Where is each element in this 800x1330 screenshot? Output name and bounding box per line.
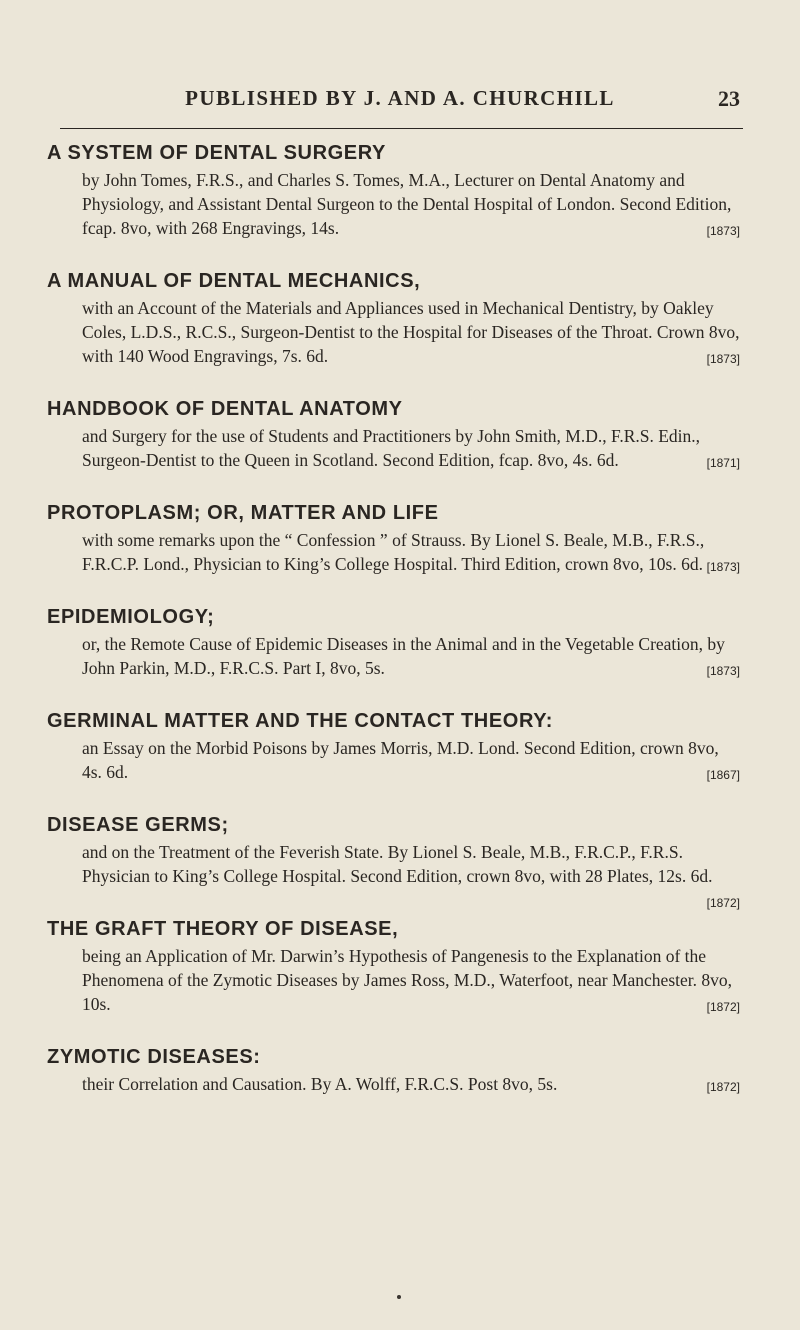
header-rule <box>60 128 743 129</box>
running-title: PUBLISHED BY J. AND A. CHURCHILL <box>185 86 615 110</box>
entry-date: [1867] <box>706 768 740 782</box>
entry-description <box>82 424 740 472</box>
entry-description <box>82 944 740 1016</box>
entry-text: their Correlation and Causation. By A. Wolff, F.R.C.S. Post 8vo, 5s. <box>82 1074 558 1094</box>
entry-date: [1872] <box>706 1080 740 1094</box>
entry-title: DISEASE GERMS; <box>47 814 229 836</box>
entry-text: an Essay on the Morbid Poisons by James Morris, M.D. Lond. Second Edition, crown 8vo, 4s. 6d. <box>82 738 719 782</box>
entry-title: ZYMOTIC DISEASES: <box>47 1046 261 1068</box>
entry-text: with some remarks upon the “ Confession ” of Strauss. By Lionel S. Beale, M.B., F.R.S., F.R.C.P. Lond., Physician to King’s College Hospital. Third Edition, crown 8vo, 10s. 6d. <box>82 530 705 574</box>
entry-title: EPIDEMIOLOGY; <box>47 606 215 628</box>
entry-text: being an Application of Mr. Darwin’s Hypothesis of Pangenesis to the Explanation of the Phenomena of the Zymotic Diseases by James Ross, M.D., Waterfoot, near Manchester. 8vo, 10s. <box>82 946 733 1014</box>
catalogue-entry <box>47 140 740 240</box>
entry-text: with an Account of the Materials and Appliances used in Mechanical Dentistry, by Oakley Coles, L.D.S., R.C.S., Surgeon-Dentist to the Hospital for Diseases of the Throat. Crown 8vo, with 140 Wood Engravings, 7s. 6d. <box>82 298 740 366</box>
catalogue-entry <box>47 396 740 472</box>
catalogue-entry <box>47 916 740 1016</box>
catalogue-entry <box>47 268 740 368</box>
entry-title: PROTOPLASM; OR, MATTER AND LIFE <box>47 502 439 524</box>
entry-title: GERMINAL MATTER AND THE CONTACT THEORY: <box>47 710 553 732</box>
entry-title: HANDBOOK OF DENTAL ANATOMY <box>47 398 403 420</box>
entry-text: and on the Treatment of the Feverish State. By Lionel S. Beale, M.B., F.R.C.P., F.R.S. Physician to King’s College Hospital. Second Edition, crown 8vo, with 28 Plates, 12s. 6d. <box>82 842 713 886</box>
entry-text: by John Tomes, F.R.S., and Charles S. Tomes, M.A., Lecturer on Dental Anatomy and Physiology, and Assistant Dental Surgeon to the Dental Hospital of London. Second Edition, fcap. 8vo, with 268 Engravings, 14s. <box>82 170 732 238</box>
entry-date: [1873] <box>706 224 740 238</box>
catalogue-entry <box>47 812 740 910</box>
entry-description <box>82 840 740 910</box>
entry-title: THE GRAFT THEORY OF DISEASE, <box>47 918 399 940</box>
ink-fleck <box>397 1295 401 1299</box>
entry-description <box>82 632 740 680</box>
entry-description <box>82 296 740 368</box>
entry-date: [1872] <box>706 1000 740 1014</box>
entry-text: or, the Remote Cause of Epidemic Diseases in the Animal and in the Vegetable Creation, by John Parkin, M.D., F.R.C.S. Part I, 8vo, 5s. <box>82 634 725 678</box>
catalogue-entry <box>47 708 740 784</box>
catalogue-entry <box>47 500 740 576</box>
entry-description <box>82 168 740 240</box>
catalogue-entry <box>47 1044 740 1096</box>
entry-description <box>82 1072 740 1096</box>
entry-description <box>82 528 740 576</box>
entry-title: A SYSTEM OF DENTAL SURGERY <box>47 142 386 164</box>
entry-date: [1873] <box>706 352 740 366</box>
entry-date: [1871] <box>706 456 740 470</box>
entry-description <box>82 736 740 784</box>
entry-text: and Surgery for the use of Students and Practitioners by John Smith, M.D., F.R.S. Edin., Surgeon-Dentist to the Queen in Scotland. Second Edition, fcap. 8vo, 4s. 6d. <box>82 426 701 470</box>
page-number: 23 <box>718 86 740 111</box>
catalogue-entries <box>47 140 740 1124</box>
running-head <box>60 86 740 116</box>
entry-date: [1873] <box>706 664 740 678</box>
entry-date: [1873] <box>706 560 740 574</box>
catalogue-entry <box>47 604 740 680</box>
entry-title: A MANUAL OF DENTAL MECHANICS, <box>47 270 421 292</box>
entry-date: [1872] <box>706 896 740 910</box>
